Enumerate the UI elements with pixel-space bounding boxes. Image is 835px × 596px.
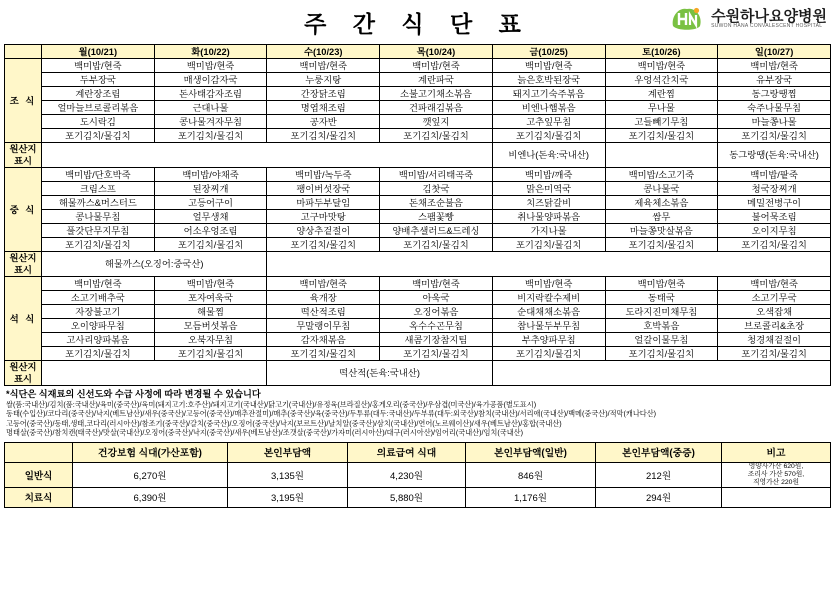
menu-cell: 메밀전병구이 <box>718 196 831 210</box>
menu-cell: 오이지무침 <box>718 224 831 238</box>
menu-row <box>5 210 831 224</box>
menu-cell: 백미밥/서리태곡죽 <box>380 168 493 182</box>
menu-cell: 크림스프 <box>42 182 155 196</box>
menu-cell: 백미밥/깨죽 <box>492 168 605 182</box>
menu-row <box>5 115 831 129</box>
menu-cell: 공자반 <box>267 115 380 129</box>
menu-cell: 마늘쫑나물 <box>718 115 831 129</box>
menu-cell: 포기김치/물김치 <box>492 238 605 252</box>
menu-cell: 자장불고기 <box>42 305 155 319</box>
menu-cell: 쌈무 <box>605 210 718 224</box>
menu-cell: 떡산적조림 <box>267 305 380 319</box>
menu-cell: 숙주나물무침 <box>718 101 831 115</box>
menu-cell: 포기김치/물김치 <box>718 347 831 361</box>
menu-cell: 오징어볶음 <box>380 305 493 319</box>
menu-row <box>5 73 831 87</box>
menu-cell: 해물까스&머스터드 <box>42 196 155 210</box>
menu-cell: 포기김치/물김치 <box>42 347 155 361</box>
menu-cell: 김찻국 <box>380 182 493 196</box>
menu-row <box>5 333 831 347</box>
menu-cell: 백미밥/야채죽 <box>154 168 267 182</box>
origin-value <box>267 252 831 277</box>
day-header-1: 화(10/22) <box>154 45 267 59</box>
menu-cell: 고등어구이 <box>154 196 267 210</box>
menu-row <box>5 101 831 115</box>
menu-cell: 오이양파무침 <box>42 319 155 333</box>
hospital-logo-icon <box>669 4 705 34</box>
menu-cell: 육개장 <box>267 291 380 305</box>
menu-row <box>5 196 831 210</box>
menu-row <box>5 305 831 319</box>
menu-cell: 순대채채소볶음 <box>492 305 605 319</box>
menu-cell: 포기김치/물김치 <box>154 129 267 143</box>
origin-value: 비엔나(돈육:국내산) <box>492 143 605 168</box>
price-value: 6,270원 <box>73 462 228 487</box>
menu-cell: 포기김치/물김치 <box>605 129 718 143</box>
note-origin-3: 고등어(중국산)/동태,생태,코다리(러시아산)/참조기(중국산)/갈치(중국산)/오징어(중국산)/낙지(보르트산)/날치알(중국산)/삼치(국내산)/연어(노르웨이산)/새우(베트남산)/홍합(국내산) <box>6 418 562 428</box>
menu-cell: 소고기무국 <box>718 291 831 305</box>
menu-cell: 포기김치/물김치 <box>380 238 493 252</box>
menu-cell: 얼갈이물무침 <box>605 333 718 347</box>
menu-cell: 얼마늘브로콜리볶음 <box>42 101 155 115</box>
menu-cell: 도시락김 <box>42 115 155 129</box>
origin-value: 동그랑땡(돈육:국내산) <box>718 143 831 168</box>
price-row-label: 치료식 <box>5 487 73 507</box>
price-value: 3,135원 <box>228 462 348 487</box>
day-header-5: 토(10/26) <box>605 45 718 59</box>
page-title: 주 간 식 단 표 <box>304 10 531 37</box>
hospital-logo <box>669 4 827 34</box>
price-remark <box>722 487 831 507</box>
hospital-name-en: SUWON HANA CONVALESCENT HOSPITAL <box>711 23 823 30</box>
origin-label: 원산지 표시 <box>5 361 42 386</box>
menu-cell: 백미밥/현죽 <box>492 59 605 73</box>
menu-row <box>5 224 831 238</box>
menu-cell: 포기김치/물김치 <box>154 347 267 361</box>
menu-cell: 포자여욱국 <box>154 291 267 305</box>
price-value: 846원 <box>466 462 596 487</box>
note-origin-2: 동태(수입산)/코다리(중국산)/낙지(베트남산)/새우(중국산)/고등어(중국산)/매추잔절미)/매추(중국산)/육(중국산)/두투류(대두:국내산)/두부류(대두:외국산)/참치(국내산)/서리애(국내산)/백메(중국산)/적막(캐나다산) <box>6 409 657 419</box>
menu-cell: 포기김치/물김치 <box>154 238 267 252</box>
page-header <box>0 0 835 44</box>
menu-row <box>5 238 831 252</box>
menu-cell: 명엽채조림 <box>267 101 380 115</box>
origin-row <box>5 361 831 386</box>
origin-value <box>492 361 830 386</box>
menu-cell: 계란장조림 <box>42 87 155 101</box>
day-header-2: 수(10/23) <box>267 45 380 59</box>
menu-cell: 백미밥/현죽 <box>42 59 155 73</box>
menu-cell: 고추잎무침 <box>492 115 605 129</box>
menu-cell: 유부장국 <box>718 73 831 87</box>
menu-row <box>5 291 831 305</box>
menu-cell: 근대나물 <box>154 101 267 115</box>
menu-cell: 도라지진미채무침 <box>605 305 718 319</box>
hospital-name: 수원하나요양병원 <box>711 7 827 25</box>
price-col-selfpay: 본인부담액 <box>228 442 348 462</box>
menu-cell: 포기김치/물김치 <box>380 129 493 143</box>
menu-cell: 마늘쫑맛살볶음 <box>605 224 718 238</box>
menu-cell: 오북자무침 <box>154 333 267 347</box>
menu-cell: 불어묵조림 <box>718 210 831 224</box>
menu-cell: 포기김치/물김치 <box>42 129 155 143</box>
price-remark: 영양사가산 620원, 조리사 가산 570원, 직영가산 220원 <box>722 462 831 487</box>
menu-row <box>5 87 831 101</box>
menu-cell: 돈채조순불음 <box>380 196 493 210</box>
menu-cell: 늙은호박된장국 <box>492 73 605 87</box>
menu-cell: 된장찌개 <box>154 182 267 196</box>
menu-cell: 아욱국 <box>380 291 493 305</box>
menu-cell: 호박볶음 <box>605 319 718 333</box>
menu-cell: 포기김치/물김치 <box>718 129 831 143</box>
menu-cell: 양상추겉절이 <box>267 224 380 238</box>
menu-cell: 청국장찌개 <box>718 182 831 196</box>
price-col-remark: 비고 <box>722 442 831 462</box>
menu-cell: 포기김치/물김치 <box>267 129 380 143</box>
origin-value <box>605 143 718 168</box>
menu-cell: 고들빼기무침 <box>605 115 718 129</box>
origin-value <box>42 361 267 386</box>
origin-value: 해물까스(오징어:중국산) <box>42 252 267 277</box>
note-lead: *식단은 식재료의 신선도와 수급 사정에 따라 변경될 수 있습니다 <box>6 389 261 399</box>
menu-cell: 제육체소볶음 <box>605 196 718 210</box>
menu-cell: 백미밥/현죽 <box>42 277 155 291</box>
menu-cell: 포기김치/물김치 <box>605 238 718 252</box>
price-value: 5,880원 <box>348 487 466 507</box>
price-row <box>5 462 831 487</box>
menu-cell: 백미밥/현죽 <box>718 59 831 73</box>
meal-label-lunch: 중 식 <box>5 168 42 252</box>
price-value: 4,230원 <box>348 462 466 487</box>
menu-cell: 양배추샐러드&드레싱 <box>380 224 493 238</box>
menu-cell: 콩나물무침 <box>42 210 155 224</box>
menu-cell: 돼지고기숙주볶음 <box>492 87 605 101</box>
menu-cell: 간장닭조림 <box>267 87 380 101</box>
menu-cell: 고사리양파볶음 <box>42 333 155 347</box>
menu-cell: 참나물두부무침 <box>492 319 605 333</box>
menu-cell: 백미밥/현죽 <box>380 59 493 73</box>
menu-cell: 계란찜 <box>605 87 718 101</box>
price-col-blank <box>5 442 73 462</box>
menu-cell: 깻잎지 <box>380 115 493 129</box>
price-value: 294원 <box>596 487 722 507</box>
origin-label: 원산지 표시 <box>5 143 42 168</box>
origin-value <box>42 143 493 168</box>
menu-cell: 부추양파무침 <box>492 333 605 347</box>
menu-cell: 두부장국 <box>42 73 155 87</box>
menu-cell: 팽이버섯장국 <box>267 182 380 196</box>
menu-cell: 맑은미역국 <box>492 182 605 196</box>
menu-cell: 백미밥/현죽 <box>267 277 380 291</box>
menu-cell: 새콤기장참지팀 <box>380 333 493 347</box>
menu-row <box>5 277 831 291</box>
menu-cell: 백미밥/소고기죽 <box>605 168 718 182</box>
menu-cell: 스팸꽃빵 <box>380 210 493 224</box>
menu-cell: 포기김치/물김치 <box>492 347 605 361</box>
menu-row <box>5 347 831 361</box>
menu-cell: 비엔나햄볶음 <box>492 101 605 115</box>
menu-cell: 백미밥/현죽 <box>492 277 605 291</box>
menu-cell: 소불고기채소볶음 <box>380 87 493 101</box>
menu-cell: 풀갓단무지무침 <box>42 224 155 238</box>
menu-cell: 포기김치/물김치 <box>492 129 605 143</box>
menu-cell: 백미밥/현죽 <box>605 59 718 73</box>
menu-cell: 백미밥/팥죽 <box>718 168 831 182</box>
meal-label-breakfast: 조 식 <box>5 59 42 143</box>
price-col-selfpay-severe: 본인부담액(중증) <box>596 442 722 462</box>
menu-cell: 해물찜 <box>154 305 267 319</box>
menu-cell: 무말랭이무침 <box>267 319 380 333</box>
menu-notes <box>6 389 829 438</box>
menu-cell: 어소우엉조림 <box>154 224 267 238</box>
menu-cell: 백미밥/현죽 <box>718 277 831 291</box>
menu-cell: 백미밥/현죽 <box>267 59 380 73</box>
menu-cell: 비지락칼수제비 <box>492 291 605 305</box>
menu-cell: 포기김치/물김치 <box>42 238 155 252</box>
origin-row <box>5 252 831 277</box>
price-col-medicaid: 의료급여 식대 <box>348 442 466 462</box>
menu-cell: 백미밥/현죽 <box>380 277 493 291</box>
price-row <box>5 487 831 507</box>
menu-row <box>5 168 831 182</box>
menu-cell: 고구마맛탕 <box>267 210 380 224</box>
menu-cell: 포기김치/물김치 <box>380 347 493 361</box>
menu-cell: 가지나물 <box>492 224 605 238</box>
menu-cell: 취나물양파볶음 <box>492 210 605 224</box>
menu-cell: 백미밥/현죽 <box>154 59 267 73</box>
menu-cell: 소고기배추국 <box>42 291 155 305</box>
menu-cell: 건파래김볶음 <box>380 101 493 115</box>
menu-cell: 콩나물국 <box>605 182 718 196</box>
price-header-row <box>5 442 831 462</box>
price-col-selfpay-general: 본인부담액(일반) <box>466 442 596 462</box>
menu-cell: 마파두부달임 <box>267 196 380 210</box>
weekly-menu-table <box>4 44 831 386</box>
menu-cell: 포기김치/물김치 <box>267 238 380 252</box>
price-row-label: 일반식 <box>5 462 73 487</box>
menu-cell: 감자채볶음 <box>267 333 380 347</box>
day-header-6: 일(10/27) <box>718 45 831 59</box>
menu-cell: 백미밥/현죽 <box>605 277 718 291</box>
menu-cell: 옥수수곤무침 <box>380 319 493 333</box>
menu-header-row <box>5 45 831 59</box>
menu-cell: 우엉석간치국 <box>605 73 718 87</box>
price-value: 1,176원 <box>466 487 596 507</box>
menu-row <box>5 182 831 196</box>
price-value: 212원 <box>596 462 722 487</box>
menu-cell: 백미밥/단호박죽 <box>42 168 155 182</box>
menu-cell: 동태국 <box>605 291 718 305</box>
menu-cell: 계란파국 <box>380 73 493 87</box>
price-value: 6,390원 <box>73 487 228 507</box>
menu-cell: 콩나물겨자무침 <box>154 115 267 129</box>
meal-price-table <box>4 442 831 508</box>
origin-row <box>5 143 831 168</box>
menu-row <box>5 129 831 143</box>
day-header-0: 월(10/21) <box>42 45 155 59</box>
menu-cell: 청경채겉절이 <box>718 333 831 347</box>
menu-cell: 돈사태감자조림 <box>154 87 267 101</box>
menu-cell: 동그랑땡찜 <box>718 87 831 101</box>
menu-row <box>5 319 831 333</box>
price-col-insurance: 건강보험 식대(가산포함) <box>73 442 228 462</box>
menu-row <box>5 59 831 73</box>
header-corner <box>5 45 42 59</box>
day-header-3: 목(10/24) <box>380 45 493 59</box>
menu-cell: 무나물 <box>605 101 718 115</box>
menu-cell: 백미밥/녹두죽 <box>267 168 380 182</box>
note-origin-4: 명태살(중국산)/참치캔(태국산)/맛살(국내산)/오징어(중국산)/낙지(중국산)/새우(베트남산)/조갯살(중국산)/가자미(러시아산)/대구(러시아산)/임어리(국내산)/임치(국내산) <box>6 428 523 438</box>
menu-cell: 브로콜리&초장 <box>718 319 831 333</box>
menu-cell: 포기김치/물김치 <box>267 347 380 361</box>
menu-cell: 얼무생채 <box>154 210 267 224</box>
menu-cell: 포기김치/물김치 <box>718 238 831 252</box>
menu-cell: 누룽지탕 <box>267 73 380 87</box>
origin-value: 떡산적(돈육:국내산) <box>267 361 492 386</box>
menu-cell: 오색잡채 <box>718 305 831 319</box>
origin-label: 원산지 표시 <box>5 252 42 277</box>
price-value: 3,195원 <box>228 487 348 507</box>
menu-cell: 매생이감자국 <box>154 73 267 87</box>
meal-label-dinner: 석 식 <box>5 277 42 361</box>
menu-cell: 백미밥/현죽 <box>154 277 267 291</box>
day-header-4: 금(10/25) <box>492 45 605 59</box>
menu-cell: 모듬버섯볶음 <box>154 319 267 333</box>
menu-cell: 치즈닭갈비 <box>492 196 605 210</box>
note-origin-1: 쌀(품:국내산)/김치(품:국내산)/육미(중국산)/육미(돼지고기:호주산)/돼지고기(국내산)/닭고기(국내산)/유정육(브라질산)/홍게오리(중국산)/우삼겹(미국산)/육가공품(별도표시) <box>6 399 537 409</box>
menu-cell: 포기김치/물김치 <box>605 347 718 361</box>
